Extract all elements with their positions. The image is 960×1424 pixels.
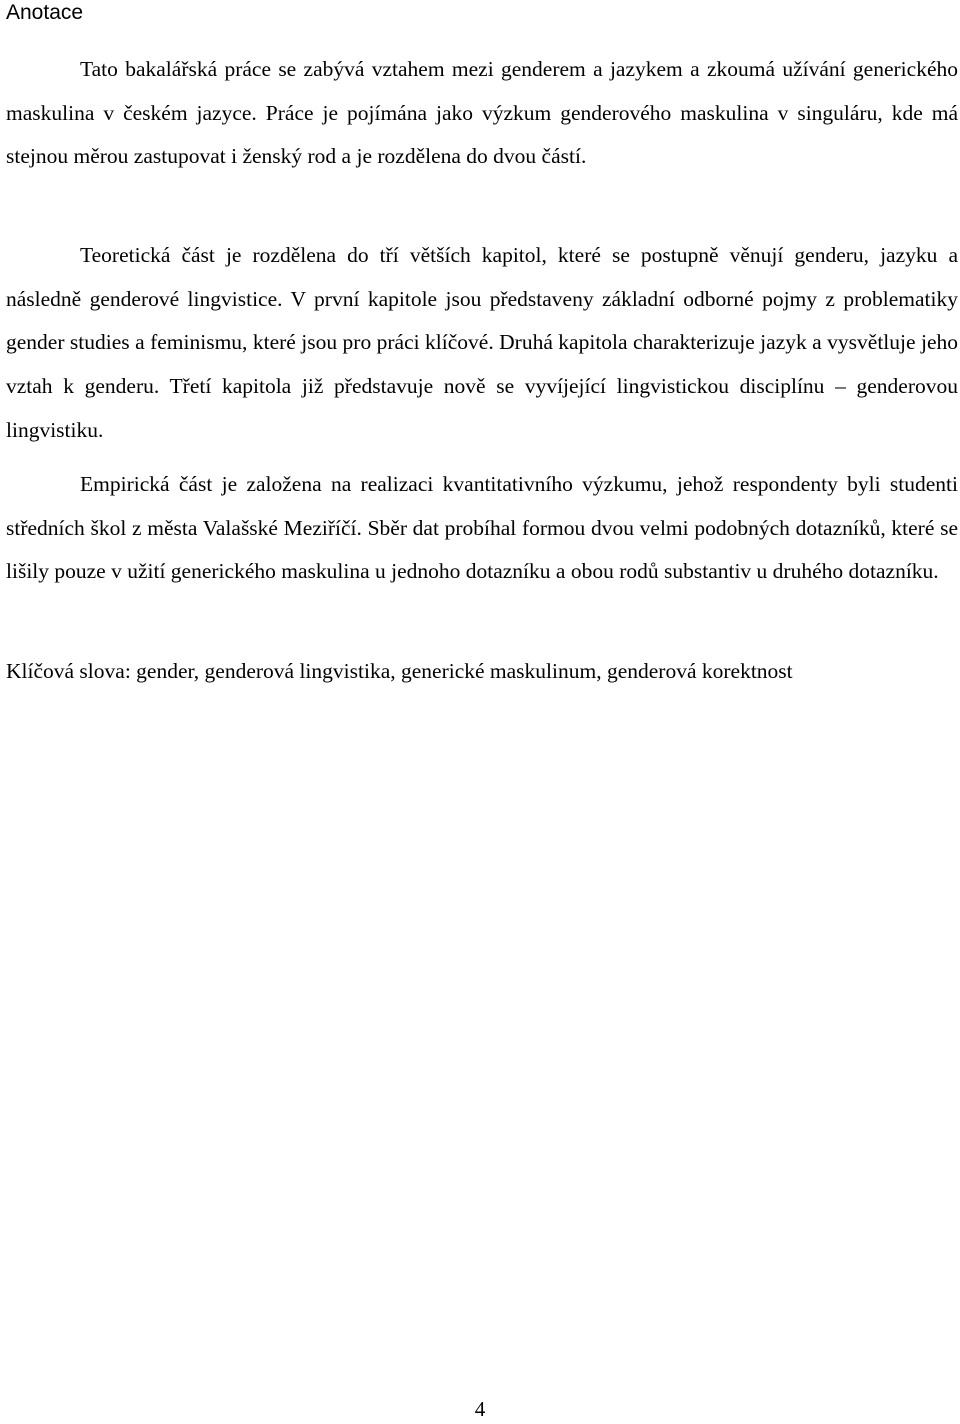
page-number: 4 (474, 1397, 486, 1421)
abstract-paragraph-intro: Tato bakalářská práce se zabývá vztahem mezi genderem a jazykem a zkoumá užívání generického maskulina v českém jazyce. Práce je pojímána jako výzkum genderového maskulina v singuláru, kde má stejnou měrou zastupovat i ženský rod a je rozdělena do dvou částí. (6, 57, 958, 169)
keywords-line: Klíčová slova: gender, genderová lingvistika, generické maskulinum, genderová korektnost (6, 659, 793, 683)
abstract-paragraph-theory: Teoretická část je rozdělena do tří větších kapitol, které se postupně věnují genderu, jazyku a následně genderové lingvistice. V první kapitole jsou představeny základní odborné pojmy z problematiky gender studies a feminismu, které jsou pro práci klíčové. Druhá kapitola charakterizuje jazyk a vysvětluje jeho vztah k genderu. Třetí kapitola již představuje nově se vyvíjející lingvistickou disciplínu – genderovou lingvistiku. (6, 243, 958, 442)
abstract-paragraph-empirical: Empirická část je založena na realizaci kvantitativního výzkumu, jehož respondenty byli studenti středních škol z města Valašské Meziříčí. Sběr dat probíhal formou dvou velmi podobných dotazníků, které se lišily pouze v užití generického maskulina u jednoho dotazníku a obou rodů substantiv u druhého dotazníku. (6, 472, 958, 584)
page-title: Anotace (6, 1, 84, 24)
